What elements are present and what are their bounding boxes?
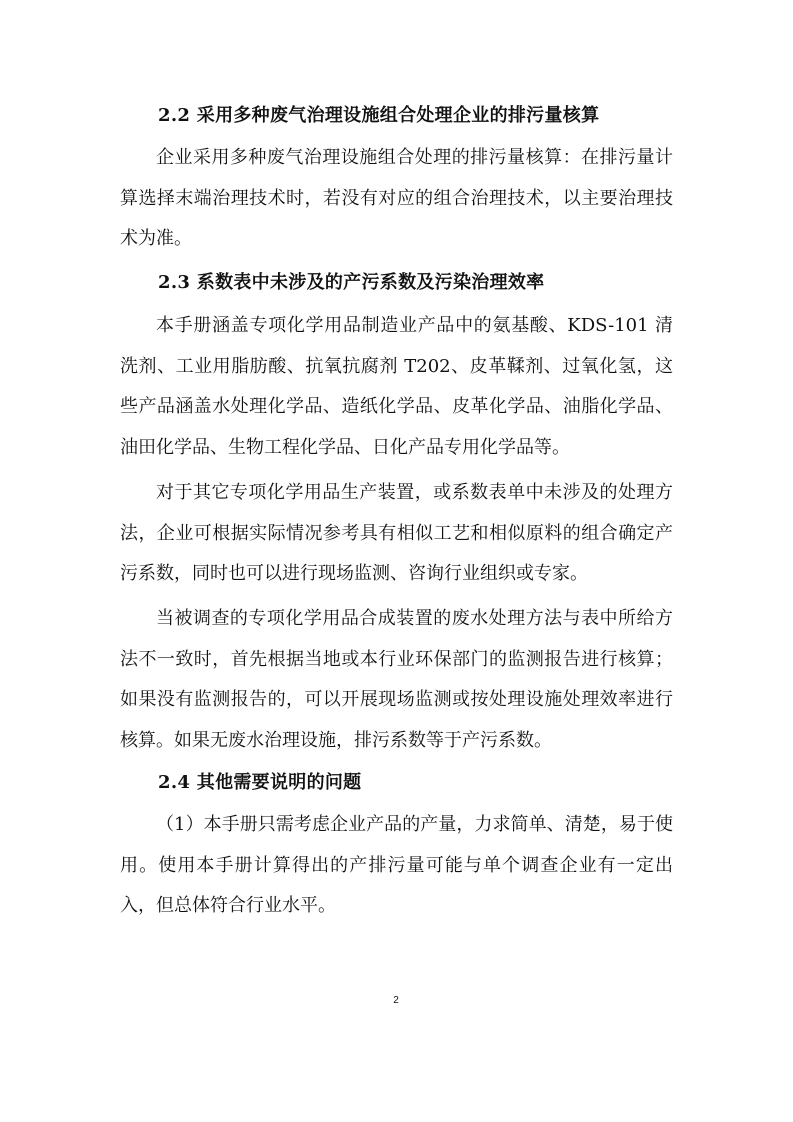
paragraph-2-3-1: 本手册涵盖专项化学用品制造业产品中的氨基酸、KDS-101 清洗剂、工业用脂肪酸、抗氧抗腐剂 T202、皮革鞣剂、过氧化氢，这些产品涵盖水处理化学品、造纸化学品、皮革化学品、油脂化学品、油田化学品、生物工程化学品、日化产品专用化学品等。 bbox=[120, 315, 673, 458]
page-number: 2 bbox=[393, 995, 399, 1006]
paragraph-2-4-1: （1）本手册只需考虑企业产品的产量，力求简单、清楚，易于使用。使用本手册计算得出的产排污量可能与单个调查企业有一定出入，但总体符合行业水平。 bbox=[120, 814, 673, 916]
section-heading-2-3: 2.3 系数表中未涉及的产污系数及污染治理效率 bbox=[158, 272, 545, 293]
paragraph-2-2-1: 企业采用多种废气治理设施组合处理的排污量核算：在排污量计算选择末端治理技术时，若没有对应的组合治理技术，以主要治理技术为准。 bbox=[120, 147, 673, 249]
section-heading-2-2: 2.2 采用多种废气治理设施组合处理企业的排污量核算 bbox=[158, 105, 600, 126]
section-heading-2-4: 2.4 其他需要说明的问题 bbox=[158, 772, 362, 793]
paragraph-2-3-2: 对于其它专项化学用品生产装置，或系数表单中未涉及的处理方法，企业可根据实际情况参考具有相似工艺和相似原料的组合确定产污系数，同时也可以进行现场监测、咨询行业组织或专家。 bbox=[120, 482, 673, 584]
paragraph-2-3-3: 当被调查的专项化学用品合成装置的废水处理方法与表中所给方法不一致时，首先根据当地或本行业环保部门的监测报告进行核算；如果没有监测报告的，可以开展现场监测或按处理设施处理效率进行核算。如果无废水治理设施，排污系数等于产污系数。 bbox=[120, 608, 673, 751]
